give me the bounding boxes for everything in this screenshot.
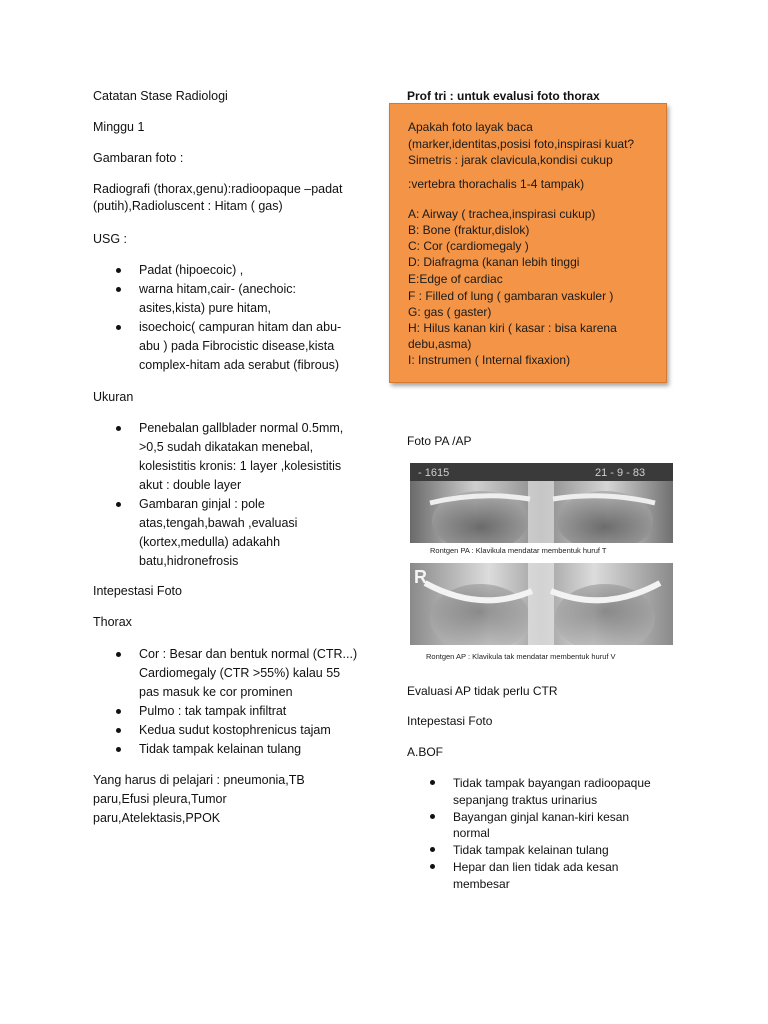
- box-intro-line: (marker,identitas,posisi foto,inspirasi kuat?: [408, 137, 635, 151]
- xray-pa-caption: Rontgen PA : Klavikula mendatar membentuk huruf T: [430, 546, 607, 555]
- list-item: normal: [453, 826, 490, 840]
- bullet-icon: [116, 426, 121, 431]
- list-item: Padat (hipoecoic) ,: [139, 263, 244, 277]
- list-item: Penebalan gallblader normal 0.5mm,: [139, 421, 344, 435]
- bullet-icon: [116, 747, 121, 752]
- box-list-item: F : Filled of lung ( gambaran vaskuler ): [408, 289, 614, 303]
- list-item: >0,5 sudah dikatakan menebal,: [139, 440, 314, 454]
- box-list-item: G: gas ( gaster): [408, 305, 492, 319]
- list-item: Pulmo : tak tampak infiltrat: [139, 704, 287, 718]
- list-item: asites,kista) pure hitam,: [139, 301, 271, 315]
- list-item: kolesistitis kronis: 1 layer ,kolesistitis: [139, 459, 342, 473]
- box-list-item: A: Airway ( trachea,inspirasi cukup): [408, 207, 596, 221]
- list-item: complex-hitam ada serabut (fibrous): [139, 358, 340, 372]
- box-intro-line: :vertebra thorachalis 1-4 tampak): [408, 177, 585, 191]
- evaluation-checklist-box: [389, 103, 667, 383]
- bullet-icon: [116, 502, 121, 507]
- xray-marker-text: - 1615: [418, 467, 450, 479]
- box-list-item: H: Hilus kanan kiri ( kasar : bisa karena: [408, 321, 617, 335]
- bullet-icon: [430, 780, 435, 785]
- list-item: Tidak tampak bayangan radioopaque: [453, 776, 651, 790]
- list-item: Bayangan ginjal kanan-kiri kesan: [453, 810, 630, 824]
- bof-heading: A.BOF: [407, 745, 444, 759]
- list-item: Gambaran ginjal : pole: [139, 497, 265, 511]
- box-list-item: E:Edge of cardiac: [408, 272, 503, 286]
- gambaran-heading: Gambaran foto :: [93, 151, 184, 165]
- bullet-icon: [430, 847, 435, 852]
- box-list-item: I: Instrumen ( Internal fixaxion): [408, 353, 571, 367]
- bullet-icon: [116, 652, 121, 657]
- bullet-icon: [430, 864, 435, 869]
- list-item: abu ) pada Fibrocistic disease,kista: [139, 339, 335, 353]
- xray-pa-image: [410, 463, 673, 558]
- box-list-item: debu,asma): [408, 337, 472, 351]
- thorax-heading: Thorax: [93, 615, 132, 629]
- interpretasi-heading: Intepestasi Foto: [407, 714, 493, 728]
- box-intro-line: Simetris : jarak clavicula,kondisi cukup: [408, 153, 613, 167]
- bullet-icon: [116, 287, 121, 292]
- list-item: membesar: [453, 877, 510, 891]
- list-item: Tidak tampak kelainan tulang: [453, 843, 609, 857]
- list-item: atas,tengah,bawah ,evaluasi: [139, 516, 298, 530]
- bullet-icon: [430, 814, 435, 819]
- bullet-icon: [116, 728, 121, 733]
- xray-date-text: 21 - 9 - 83: [595, 467, 646, 479]
- list-item: batu,hidronefrosis: [139, 554, 239, 568]
- list-item: sepanjang traktus urinarius: [453, 793, 598, 807]
- list-item: isoechoic( campuran hitam dan abu-: [139, 320, 342, 334]
- foto-heading: Foto PA /AP: [407, 434, 472, 448]
- list-item: akut : double layer: [139, 478, 242, 492]
- week-heading: Minggu 1: [93, 120, 145, 134]
- list-item: Hepar dan lien tidak ada kesan: [453, 860, 619, 874]
- pelajari-line: paru,Atelektasis,PPOK: [93, 811, 221, 825]
- bullet-icon: [116, 268, 121, 273]
- list-item: warna hitam,cair- (anechoic:: [139, 282, 297, 296]
- ukuran-heading: Ukuran: [93, 390, 134, 404]
- list-item: Kedua sudut kostophrenicus tajam: [139, 723, 331, 737]
- xray-marker-text: R: [414, 567, 427, 587]
- document-title: Catatan Stase Radiologi: [93, 89, 228, 103]
- radiografi-line: Radiografi (thorax,genu):radioopaque –padat: [93, 182, 343, 196]
- list-item: (kortex,medulla) adakahh: [139, 535, 281, 549]
- box-list-item: B: Bone (fraktur,dislok): [408, 223, 530, 237]
- list-item: pas masuk ke cor prominen: [139, 685, 293, 699]
- pelajari-line: Yang harus di pelajari : pneumonia,TB: [93, 773, 305, 787]
- list-item: Cor : Besar dan bentuk normal (CTR...): [139, 647, 358, 661]
- prof-heading: Prof tri : untuk evalusi foto thorax: [407, 89, 600, 103]
- list-item: Tidak tampak kelainan tulang: [139, 742, 302, 756]
- list-item: Cardiomegaly (CTR >55%) kalau 55: [139, 666, 341, 680]
- box-list-item: C: Cor (cardiomegaly ): [408, 239, 529, 253]
- bullet-icon: [116, 709, 121, 714]
- box-intro-line: Apakah foto layak baca: [408, 120, 533, 134]
- interpretasi-heading: Intepestasi Foto: [93, 584, 182, 598]
- evaluasi-text: Evaluasi AP tidak perlu CTR: [407, 684, 558, 698]
- box-list-item: D: Diafragma (kanan lebih tinggi: [408, 255, 580, 269]
- pelajari-line: paru,Efusi pleura,Tumor: [93, 792, 227, 806]
- bullet-icon: [116, 325, 121, 330]
- usg-heading: USG :: [93, 232, 128, 246]
- xray-ap-caption: Rontgen AP : Klavikula tak mendatar membentuk huruf V: [426, 652, 616, 661]
- radiografi-line: (putih),Radioluscent : Hitam ( gas): [93, 199, 283, 213]
